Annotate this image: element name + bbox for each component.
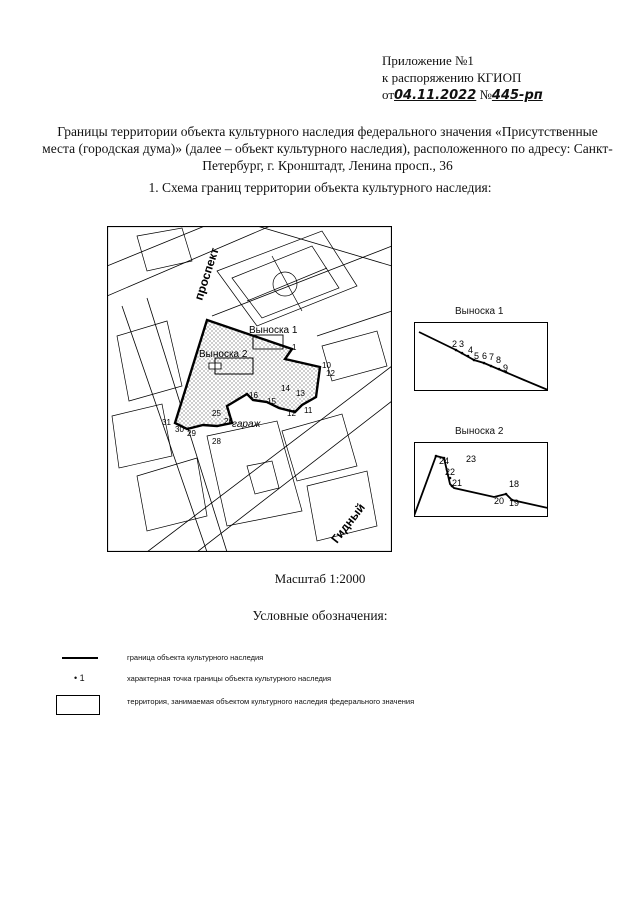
appendix-header (382, 52, 572, 104)
legend-boundary-text: граница объекта культурного наследия (127, 653, 264, 662)
map-scale: Масштаб 1:2000 (274, 571, 366, 586)
c2-point-24: 24 (439, 456, 450, 466)
appendix-line2: к распоряжению КГИОП (382, 70, 522, 85)
svg-text:11: 11 (304, 406, 313, 415)
legend-point-text: характерная точка границы объекта культурного наследия (127, 674, 332, 683)
appendix-line1: Приложение №1 (382, 53, 474, 68)
callout2-title: Выноска 2 (455, 426, 504, 437)
section-heading: 1. Схема границ территории объекта культурного наследия: (148, 180, 492, 195)
appendix-date: 04.11.2022 (394, 88, 477, 103)
callout2-map-label: Выноска 2 (199, 349, 248, 360)
c1-point-7: 7 (489, 352, 495, 362)
legend-territory-symbol (56, 695, 100, 715)
svg-text:16: 16 (249, 391, 258, 400)
street-left-label: проспект (191, 246, 222, 302)
callout1-diagram (414, 322, 548, 392)
c1-point-6: 6 (482, 351, 488, 361)
svg-text:29: 29 (187, 429, 196, 438)
c2-point-20: 20 (494, 496, 505, 506)
legend-territory-text: территория, занимаемая объектом культурного наследия федерального значения (127, 697, 415, 706)
appendix-number: 445-рп (491, 88, 543, 103)
callout1-title: Выноска 1 (455, 306, 504, 317)
svg-text:30: 30 (175, 425, 184, 434)
from-label: от (382, 87, 395, 102)
callout1-map-label: Выноска 1 (249, 325, 298, 336)
svg-text:1: 1 (292, 343, 297, 352)
svg-text:12: 12 (326, 369, 335, 378)
svg-text:13: 13 (296, 389, 305, 398)
legend-line-symbol (62, 657, 98, 659)
callout2-diagram (414, 442, 548, 518)
svg-text:26: 26 (224, 417, 233, 426)
c2-point-21: 21 (452, 478, 463, 488)
c2-point-22: 22 (445, 467, 456, 477)
svg-text:31: 31 (162, 418, 171, 427)
svg-text:10: 10 (322, 361, 331, 370)
c2-point-19: 19 (509, 498, 520, 508)
svg-text:14: 14 (281, 384, 290, 393)
c1-point-3: 3 (459, 339, 465, 349)
svg-text:15: 15 (267, 397, 276, 406)
c1-point-8: 8 (496, 355, 502, 365)
c1-point-9: 9 (503, 363, 509, 373)
c2-point-23: 23 (466, 454, 477, 464)
legend-point-symbol: • 1 (74, 673, 85, 683)
c1-point-4: 4 (468, 345, 474, 355)
boundary-map (107, 226, 392, 552)
c1-point-5: 5 (474, 351, 480, 361)
svg-text:28: 28 (212, 437, 221, 446)
street-bottom-label: Гидный (328, 500, 368, 546)
appendix-line3 (382, 86, 572, 104)
c2-point-18: 18 (509, 479, 520, 489)
c1-point-2: 2 (452, 339, 458, 349)
document-title: Границы территории объекта культурного наследия федерального значения «Присутственные места (городская дума)» (далее – объект культурного наследия), расположенного по адресу: Санкт-Петербург, г. Кронштадт, Ленина просп., 36 (42, 124, 613, 173)
svg-text:25: 25 (212, 409, 221, 418)
garage-label: гараж (232, 419, 261, 430)
number-label: № (479, 87, 492, 102)
legend-heading: Условные обозначения: (252, 608, 388, 623)
svg-text:12: 12 (287, 409, 296, 418)
